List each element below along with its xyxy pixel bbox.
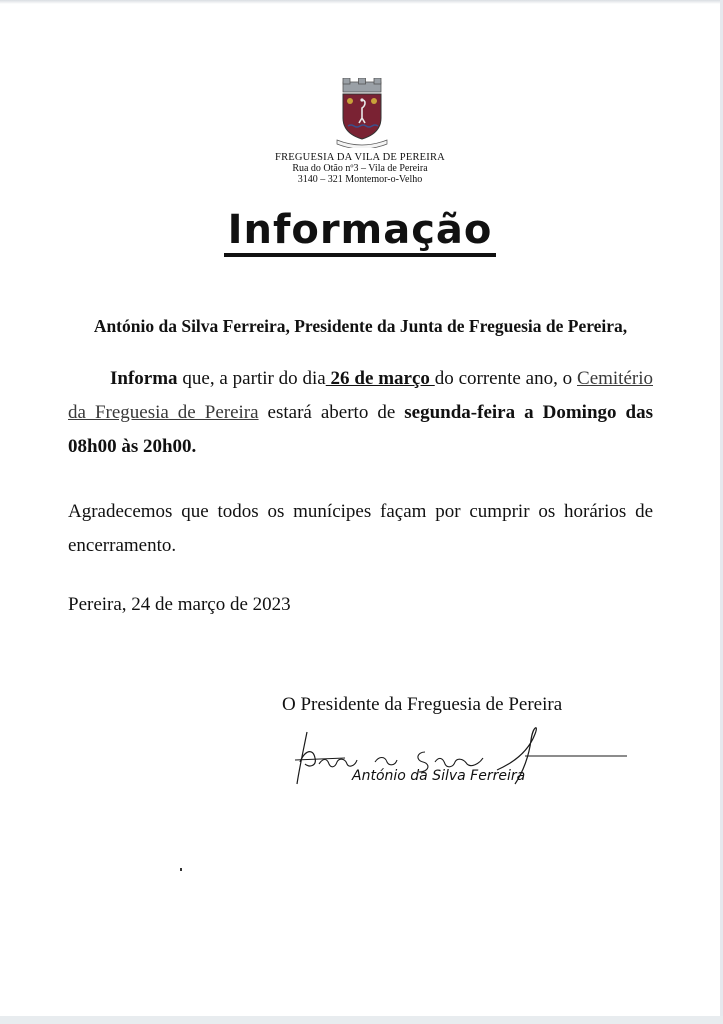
coat-of-arms-icon xyxy=(329,78,395,148)
scan-speck xyxy=(180,868,182,871)
organization-name: FREGUESIA DA VILA DE PEREIRA xyxy=(275,152,445,163)
announcement-text-3: estará aberto de xyxy=(258,402,405,423)
announcement-text-2: do corrente ano, o xyxy=(434,368,578,389)
announcement-date: 26 de março xyxy=(325,368,435,389)
announcement-text-1: que, a partir do dia xyxy=(177,368,326,389)
announcement-place: Cemitério da Freguesia de Pereira xyxy=(68,368,653,423)
announcement-lead: Informa xyxy=(110,368,178,389)
announcement-paragraph xyxy=(68,362,653,464)
document-title: Informação xyxy=(227,207,493,253)
scan-edge-bottom xyxy=(0,1016,723,1024)
intro-paragraph: António da Silva Ferreira, Presidente da Junta de Freguesia de Pereira, xyxy=(93,316,628,336)
dateline: Pereira, 24 de março de 2023 xyxy=(68,594,291,615)
signer-name: António da Silva Ferreira xyxy=(352,768,526,784)
scan-edge-top xyxy=(0,0,723,4)
announcement-schedule: segunda-feira a Domingo das 08h00 às 20h00. xyxy=(68,402,653,457)
letterhead xyxy=(230,152,490,185)
signature-title: O Presidente da Freguesia de Pereira xyxy=(282,694,563,715)
title-underline xyxy=(224,253,496,257)
address-line-1: Rua do Otão nº3 – Vila de Pereira xyxy=(292,163,428,174)
address-line-2: 3140 – 321 Montemor-o-Velho xyxy=(297,174,423,185)
thanks-paragraph: Agradecemos que todos os munícipes façam por cumprir os horários de encerramento. xyxy=(68,501,653,556)
